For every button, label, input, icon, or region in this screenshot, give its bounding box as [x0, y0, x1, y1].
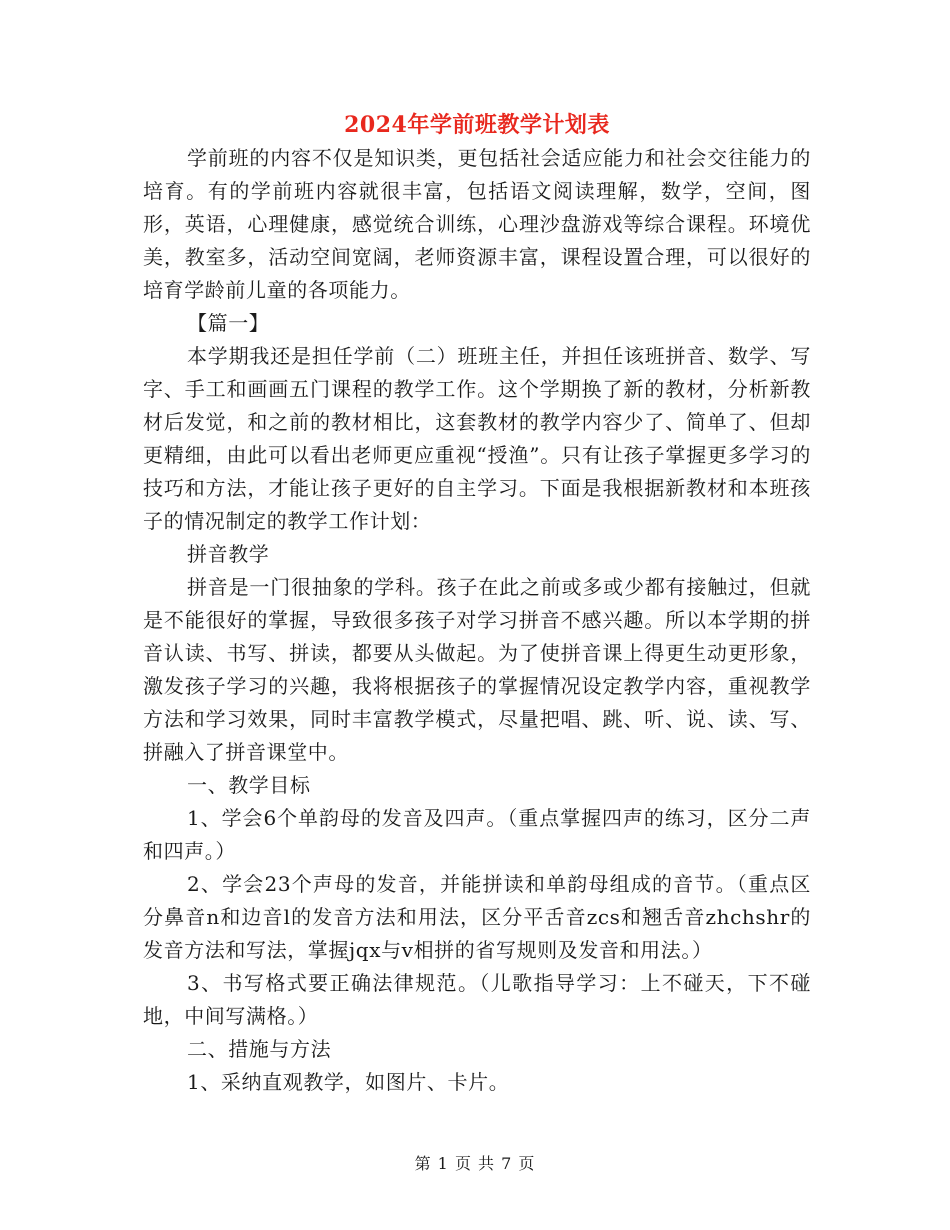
intro-paragraph: 学前班的内容不仅是知识类，更包括社会适应能力和社会交往能力的培育。有的学前班内容就很丰富，包括语文阅读理解，数学，空间，图形，英语，心理健康，感觉统合训练，心理沙盘游戏等综合课程。环境优美，教室多，活动空间宽阔，老师资源丰富，课程设置合理，可以很好的培育学龄前儿童的各项能力。 — [143, 146, 811, 302]
list-item: 1、采纳直观教学，如图片、卡片。 — [187, 1070, 510, 1094]
body-paragraph: 拼音是一门很抽象的学科。孩子在此之前或多或少都有接触过，但就是不能很好的掌握，导致很多孩子对学习拼音不感兴趣。所以本学期的拼音认读、书写、拼读，都要从头做起。为了使拼音课上得更生动更形象，激发孩子学习的兴趣，我将根据孩子的掌握情况设定教学内容，重视教学方法和学习效果，同时丰富教学模式，尽量把唱、跳、听、说、读、写、拼融入了拼音课堂中。 — [143, 575, 811, 764]
list-item: 2、学会23个声母的发音，并能拼读和单韵母组成的音节。（重点区分鼻音n和边音l的发音方法和用法，区分平舌音zcs和翘舌音zhchshr的发音方法和写法，掌握jqx与v相拼的省写规则及发音和用法。） — [143, 872, 811, 962]
section-heading-methods: 二、措施与方法 — [187, 1037, 332, 1061]
list-item: 1、学会6个单韵母的发音及四声。（重点掌握四声的练习，区分二声和四声。） — [143, 806, 811, 863]
section-heading-pinyin: 拼音教学 — [187, 542, 270, 566]
page-number-footer: 第 1 页 共 7 页 — [414, 1154, 536, 1173]
document-page — [143, 108, 811, 1099]
section-heading-goals: 一、教学目标 — [187, 773, 311, 797]
body-paragraph: 本学期我还是担任学前（二）班班主任，并担任该班拼音、数学、写字、手工和画画五门课程的教学工作。这个学期换了新的教材，分析新教材后发觉，和之前的教材相比，这套教材的教学内容少了、简单了、但却更精细，由此可以看出老师更应重视“授渔”。只有让孩子掌握更多学习的技巧和方法，才能让孩子更好的自主学习。下面是我根据新教材和本班孩子的情况制定的教学工作计划： — [143, 344, 811, 533]
section-heading-part-one: 【篇一】 — [187, 311, 270, 335]
list-item: 3、书写格式要正确法律规范。（儿歌指导学习：上不碰天，下不碰地，中间写满格。） — [143, 971, 811, 1028]
document-title: 2024年学前班教学计划表 — [344, 112, 610, 138]
